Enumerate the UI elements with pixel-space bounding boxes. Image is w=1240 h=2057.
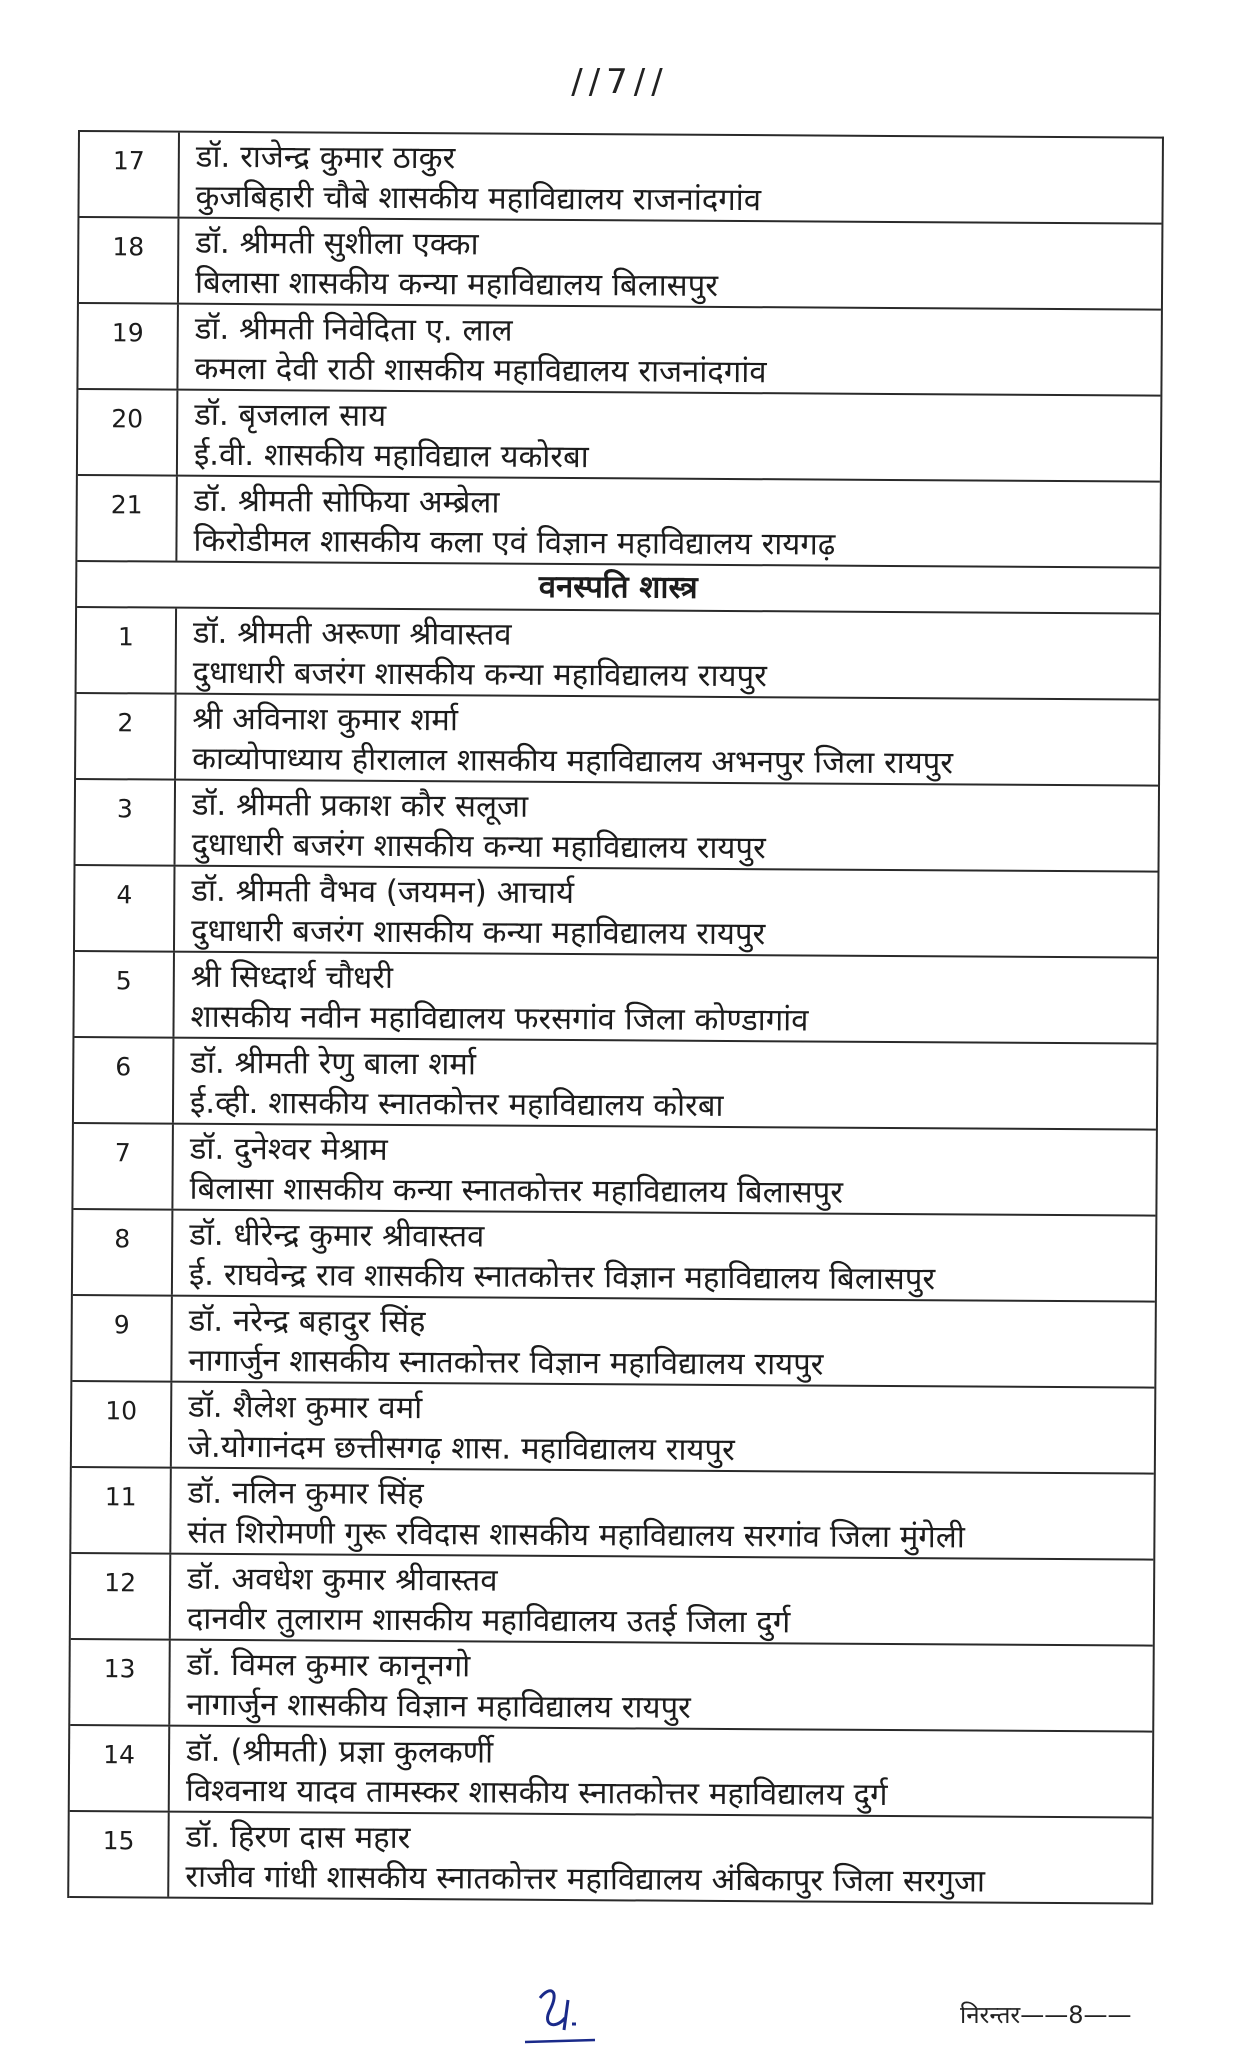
faculty-entry — [178, 391, 1160, 481]
serial-number: 18 — [79, 218, 180, 303]
serial-number: 10 — [72, 1382, 173, 1467]
serial-number: 3 — [76, 780, 177, 865]
serial-number: 15 — [69, 1812, 170, 1897]
serial-number: 1 — [77, 608, 178, 693]
serial-number: 11 — [71, 1468, 172, 1553]
faculty-name: डॉ. नलिन कुमार सिंह — [187, 1474, 424, 1513]
faculty-entry — [173, 1125, 1155, 1215]
table-row — [74, 952, 1157, 1045]
faculty-entry — [173, 1211, 1155, 1301]
serial-number: 6 — [74, 1038, 175, 1123]
table-row — [79, 132, 1162, 225]
faculty-entry — [176, 695, 1158, 785]
faculty-name: डॉ. श्रीमती सोफिया अम्ब्रेला — [193, 482, 500, 521]
continued-marker: निरन्तर——8—— — [960, 2001, 1132, 2029]
table-row — [75, 866, 1158, 959]
serial-number: 2 — [76, 694, 177, 779]
faculty-name: डॉ. श्रीमती सुशीला एक्का — [195, 224, 479, 263]
serial-number: 8 — [73, 1210, 174, 1295]
previous-section-rows — [77, 132, 1162, 569]
serial-number: 17 — [79, 132, 180, 217]
faculty-name: डॉ. शैलेश कुमार वर्मा — [188, 1388, 423, 1427]
college-name: कुजबिहारी चौबे शासकीय महाविद्यालय राजनांदगांव — [195, 178, 762, 219]
table-row — [76, 780, 1159, 873]
serial-number: 21 — [77, 476, 178, 561]
faculty-entry — [171, 1555, 1153, 1645]
faculty-entry — [171, 1469, 1153, 1559]
college-name: दुधाधारी बजरंग शासकीय कन्या महाविद्यालय रायपुर — [191, 826, 766, 867]
table-row — [71, 1554, 1154, 1647]
college-name: शासकीय नवीन महाविद्यालय फरसगांव जिला कोण्डागांव — [190, 998, 809, 1039]
faculty-entry — [177, 609, 1159, 699]
table-row — [72, 1296, 1155, 1389]
faculty-entry — [172, 1383, 1154, 1473]
table-row — [72, 1382, 1155, 1475]
table-row — [73, 1124, 1156, 1217]
serial-number: 7 — [73, 1124, 174, 1209]
college-name: विश्वनाथ यादव तामस्कर शासकीय स्नातकोत्तर महाविद्यालय दुर्ग — [185, 1772, 888, 1813]
college-name: दानवीर तुलाराम शासकीय महाविद्यालय उतई जिला दुर्ग — [186, 1600, 791, 1641]
college-name: जे.योगानंदम छत्तीसगढ़ शास. महाविद्यालय रायपुर — [187, 1428, 735, 1469]
faculty-entry — [170, 1641, 1152, 1731]
serial-number: 20 — [78, 390, 179, 475]
faculty-entry — [174, 953, 1156, 1043]
table-row — [77, 476, 1160, 569]
college-name: किरोडीमल शासकीय कला एवं विज्ञान महाविद्यालय रायगढ़ — [193, 522, 836, 563]
table-row — [77, 608, 1160, 701]
faculty-name: डॉ. श्रीमती प्रकाश कौर सलूजा — [191, 786, 529, 825]
college-name: राजीव गांधी शासकीय स्नातकोत्तर महाविद्यालय अंबिकापुर जिला सरगुजा — [185, 1858, 986, 1900]
table-row — [71, 1468, 1154, 1561]
table-row — [70, 1640, 1153, 1733]
faculty-entry — [176, 781, 1158, 871]
faculty-name: डॉ. दुनेश्वर मेश्राम — [189, 1130, 388, 1168]
faculty-name: श्री सिध्दार्थ चौधरी — [190, 958, 394, 996]
faculty-name: डॉ. (श्रीमती) प्रज्ञा कुलकर्णी — [185, 1732, 494, 1771]
table-row — [70, 1726, 1153, 1819]
table-row — [76, 694, 1159, 787]
faculty-name: डॉ. विमल कुमार कानूनगो — [186, 1646, 471, 1685]
table-row — [69, 1812, 1152, 1905]
section-heading-botany: वनस्पति शास्त्र — [77, 562, 1159, 615]
table-row — [73, 1210, 1156, 1303]
college-name: बिलासा शासकीय कन्या महाविद्यालय बिलासपुर — [194, 264, 719, 304]
serial-number: 13 — [70, 1640, 171, 1725]
faculty-name: डॉ. श्रीमती निवेदिता ए. लाल — [194, 310, 513, 349]
faculty-entry — [179, 219, 1161, 309]
serial-number: 19 — [78, 304, 179, 389]
faculty-entry — [175, 867, 1157, 957]
faculty-name: डॉ. श्रीमती अरूणा श्रीवास्तव — [192, 614, 512, 653]
faculty-entry — [177, 477, 1159, 567]
table-row — [78, 304, 1161, 397]
faculty-entry — [179, 133, 1161, 223]
faculty-table — [67, 130, 1164, 1905]
faculty-name: डॉ. श्रीमती रेणु बाला शर्मा — [190, 1044, 477, 1083]
faculty-entry — [170, 1727, 1152, 1817]
signature-mark — [520, 1980, 610, 2050]
faculty-entry — [172, 1297, 1154, 1387]
college-name: कमला देवी राठी शासकीय महाविद्यालय राजनांदगांव — [194, 350, 767, 391]
faculty-name: डॉ. बृजलाल साय — [194, 396, 387, 434]
faculty-name: डॉ. अवधेश कुमार श्रीवास्तव — [187, 1560, 498, 1599]
serial-number: 14 — [70, 1726, 171, 1811]
page-number: //7// — [571, 62, 669, 102]
college-name: काव्योपाध्याय हीरालाल शासकीय महाविद्यालय अभनपुर जिला रायपुर — [192, 740, 954, 782]
faculty-name: डॉ. हिरण दास महार — [185, 1818, 411, 1857]
faculty-name: डॉ. धीरेन्द्र कुमार श्रीवास्तव — [189, 1216, 485, 1255]
faculty-name: डॉ. नरेन्द्र बहादुर सिंह — [188, 1302, 426, 1341]
table-row — [79, 218, 1162, 311]
college-name: दुधाधारी बजरंग शासकीय कन्या महाविद्यालय रायपुर — [192, 654, 767, 695]
faculty-entry — [169, 1813, 1151, 1903]
college-name: ई. राघवेन्द्र राव शासकीय स्नातकोत्तर विज्ञान महाविद्यालय बिलासपुर — [188, 1256, 936, 1298]
faculty-name: डॉ. राजेन्द्र कुमार ठाकुर — [195, 138, 456, 177]
college-name: ई.व्ही. शासकीय स्नातकोत्तर महाविद्यालय कोरबा — [189, 1084, 724, 1124]
serial-number: 5 — [74, 952, 175, 1037]
college-name: नागार्जुन शासकीय स्नातकोत्तर विज्ञान महाविद्यालय रायपुर — [188, 1342, 824, 1383]
faculty-entry — [174, 1039, 1156, 1129]
faculty-name: श्री अविनाश कुमार शर्मा — [192, 700, 459, 739]
serial-number: 9 — [72, 1296, 173, 1381]
college-name: संत शिरोमणी गुरू रविदास शासकीय महाविद्यालय सरगांव जिला मुंगेली — [187, 1514, 965, 1556]
serial-number: 4 — [75, 866, 176, 951]
faculty-name: डॉ. श्रीमती वैभव (जयमन) आचार्य — [191, 872, 575, 912]
college-name: नागार्जुन शासकीय विज्ञान महाविद्यालय रायपुर — [186, 1686, 691, 1726]
table-row — [74, 1038, 1157, 1131]
college-name: ई.वी. शासकीय महाविद्याल यकोरबा — [193, 436, 589, 476]
faculty-entry — [178, 305, 1160, 395]
botany-section-rows — [69, 608, 1159, 1905]
college-name: बिलासा शासकीय कन्या स्नातकोत्तर महाविद्यालय बिलासपुर — [189, 1170, 844, 1211]
table-row — [78, 390, 1161, 483]
serial-number: 12 — [71, 1554, 172, 1639]
college-name: दुधाधारी बजरंग शासकीय कन्या महाविद्यालय रायपुर — [191, 912, 766, 953]
